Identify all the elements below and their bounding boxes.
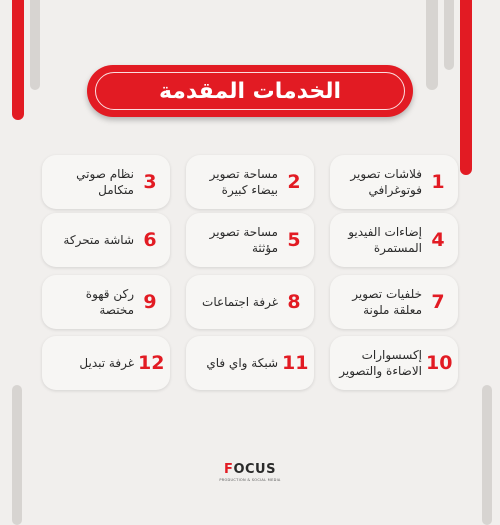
service-label: فلاشات تصوير فوتوغرافي — [350, 167, 422, 197]
service-number: 5 — [287, 229, 301, 251]
service-label: غرفة تبديل — [79, 356, 134, 370]
focus-logo — [0, 462, 500, 482]
service-card-6 — [42, 213, 170, 267]
service-card-5 — [186, 213, 314, 267]
decor-bar-red-right — [460, 0, 472, 175]
service-label: شبكة واي فاي — [206, 356, 278, 370]
service-card-8 — [186, 275, 314, 329]
decor-bar-red-left — [12, 0, 24, 120]
service-label: شاشة متحركة — [63, 233, 134, 247]
service-number: 4 — [431, 229, 445, 251]
service-label: إضاءات الفيديو المستمرة — [348, 225, 422, 255]
service-card-11 — [186, 336, 314, 390]
service-number: 3 — [143, 171, 157, 193]
service-label: غرفة اجتماعات — [202, 295, 278, 309]
service-card-12 — [42, 336, 170, 390]
service-number: 2 — [287, 171, 301, 193]
service-label: نظام صوتي متكامل — [76, 167, 134, 197]
service-number: 10 — [426, 352, 453, 374]
decor-bar-grey-right2 — [444, 0, 454, 70]
service-number: 11 — [282, 352, 309, 374]
service-card-2 — [186, 155, 314, 209]
decor-bar-grey-right1 — [426, 0, 438, 90]
service-number: 1 — [431, 171, 445, 193]
service-label: إكسسوارات الاضاءة والتصوير — [339, 348, 422, 378]
service-number: 7 — [431, 291, 445, 313]
service-label: خلفيات تصوير معلقة ملونة — [352, 287, 422, 317]
logo-wordmark: FOCUS — [224, 462, 276, 477]
logo-tagline: PRODUCTION & SOCIAL MEDIA — [219, 478, 281, 482]
service-number: 6 — [143, 229, 157, 251]
decor-bar-grey-bottom-left — [12, 385, 22, 525]
service-number: 8 — [287, 291, 301, 313]
title-banner — [87, 65, 413, 117]
service-card-4 — [330, 213, 458, 267]
service-label: مساحة تصوير بيضاء كبيرة — [209, 167, 278, 197]
decor-bar-grey-left — [30, 0, 40, 90]
service-card-7 — [330, 275, 458, 329]
service-card-9 — [42, 275, 170, 329]
service-label: مساحة تصوير مؤثثة — [209, 225, 278, 255]
service-card-10 — [330, 336, 458, 390]
decor-bar-grey-bottom-right — [482, 385, 492, 525]
service-card-3 — [42, 155, 170, 209]
service-number: 9 — [143, 291, 157, 313]
service-card-1 — [330, 155, 458, 209]
page-title: الخدمات المقدمة — [95, 72, 405, 110]
service-label: ركن قهوة مختصة — [85, 287, 134, 317]
service-number: 12 — [138, 352, 165, 374]
